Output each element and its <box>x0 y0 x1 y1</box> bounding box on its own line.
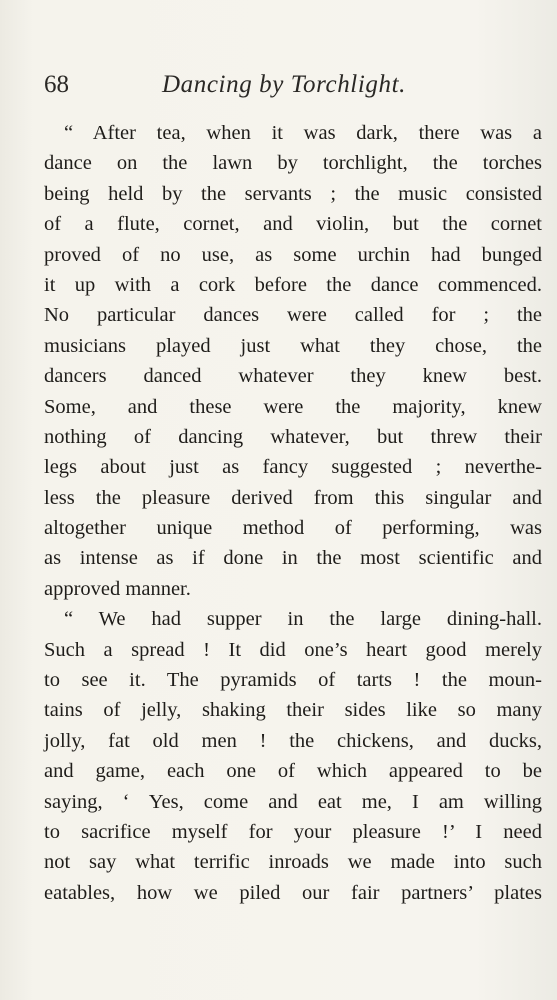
text-line: Such a spread ! It did one’s heart good merely <box>44 638 542 661</box>
text-line: it up with a cork before the dance commenced. <box>44 273 542 296</box>
text-line: nothing of dancing whatever, but threw their <box>44 425 542 448</box>
text-line: eatables, how we piled our fair partners’ plates <box>44 881 542 904</box>
page-number: 68 <box>44 71 69 98</box>
text-line: tains of jelly, shaking their sides like so many <box>44 699 542 722</box>
text-line: legs about just as fancy suggested ; neverthe- <box>44 456 542 479</box>
text-line: “ After tea, when it was dark, there was a <box>64 122 542 144</box>
text-line: to see it. The pyramids of tarts ! the moun- <box>44 669 542 692</box>
text-line: jolly, fat old men ! the chickens, and ducks, <box>44 729 542 752</box>
text-line: Some, and these were the majority, knew <box>44 395 542 418</box>
text-line: to sacrifice myself for your pleasure !’ I need <box>44 820 542 843</box>
paragraph <box>44 118 542 604</box>
text-line: dance on the lawn by torchlight, the torches <box>44 152 542 175</box>
text-line: musicians played just what they chose, the <box>44 334 542 357</box>
text-line: being held by the servants ; the music consisted <box>44 182 542 205</box>
text-line: approved manner. <box>44 577 191 600</box>
text-line: and game, each one of which appeared to be <box>44 760 542 783</box>
text-line: proved of no use, as some urchin had bunged <box>44 243 542 266</box>
text-line: saying, ‘ Yes, come and eat me, I am willing <box>44 790 542 813</box>
text-line: as intense as if done in the most scientific and <box>44 547 542 570</box>
text-line: No particular dances were called for ; the <box>44 304 542 327</box>
running-title: Dancing by Torchlight. <box>162 71 406 98</box>
text-line: altogether unique method of performing, was <box>44 517 542 540</box>
page-header <box>44 70 514 106</box>
text-line: of a flute, cornet, and violin, but the cornet <box>44 213 542 236</box>
paragraph <box>44 604 542 908</box>
body-text <box>44 118 542 908</box>
text-line: dancers danced whatever they knew best. <box>44 365 542 388</box>
text-line: “ We had supper in the large dining-hall. <box>64 608 542 631</box>
text-line: not say what terrific inroads we made into such <box>44 851 542 874</box>
text-line: less the pleasure derived from this singular and <box>44 486 542 509</box>
